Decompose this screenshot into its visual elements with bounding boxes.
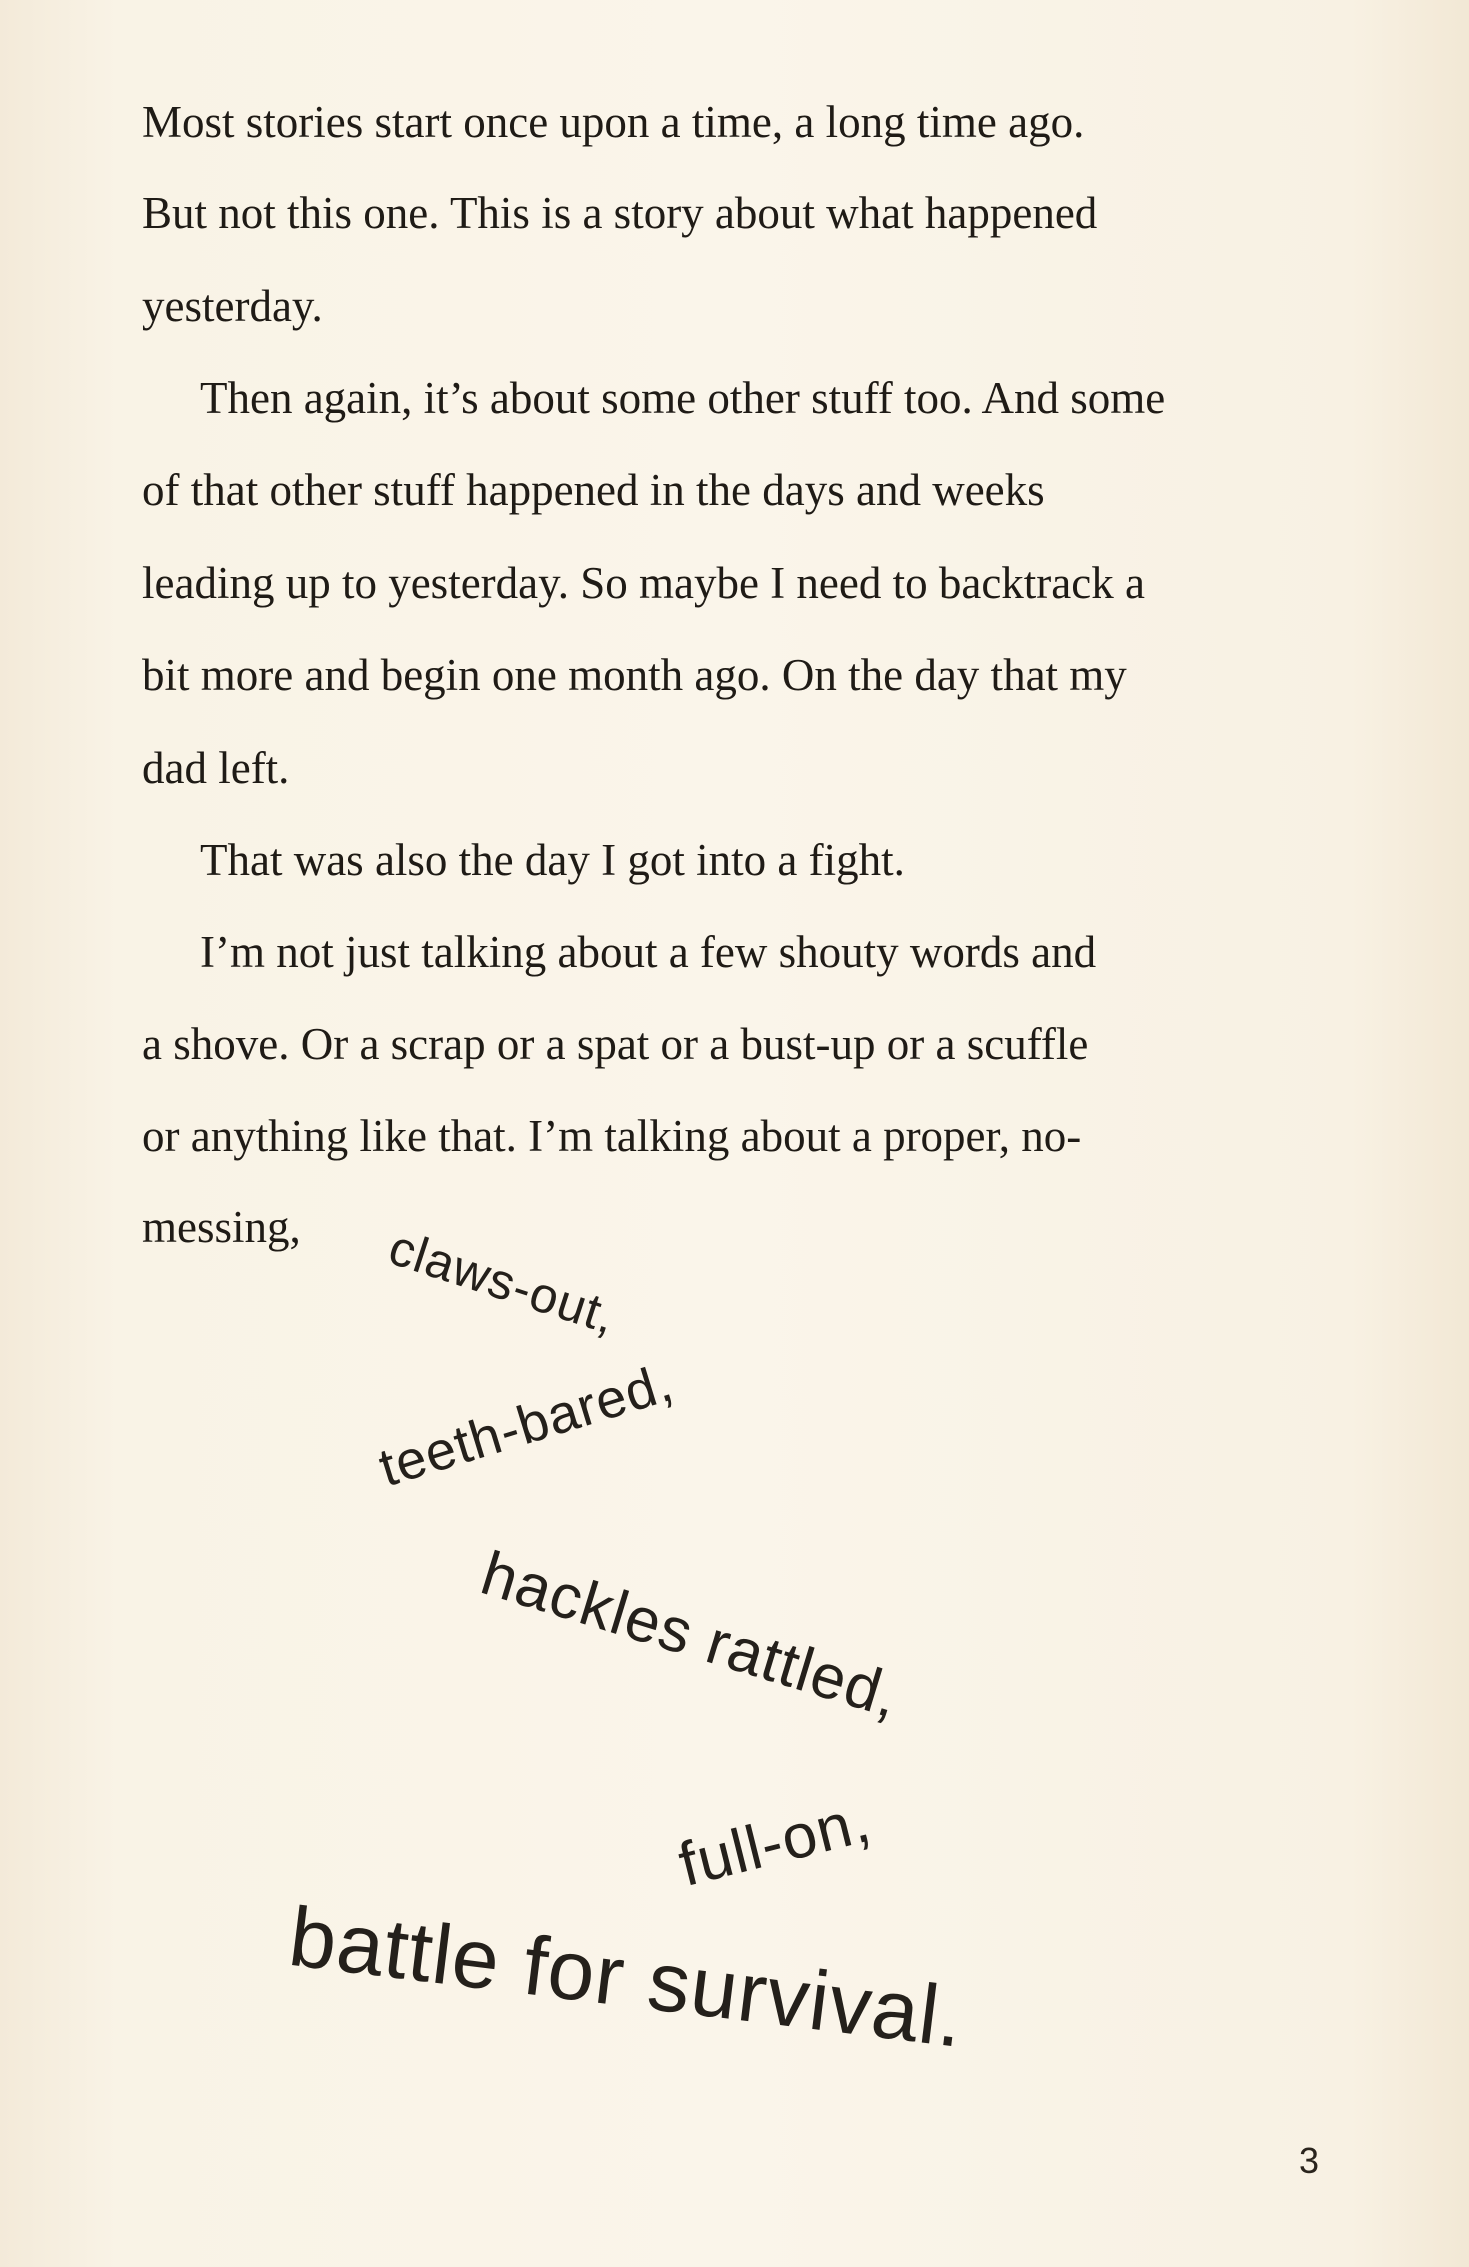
shaped-text-battle-for-survival: battle for survival.: [284, 1888, 970, 2065]
shaped-text-claws-out: claws-out,: [382, 1218, 624, 1345]
page-number: 3: [1299, 2140, 1320, 2181]
text-line: or anything like that. I’m talking about a proper, no-: [142, 1111, 1082, 1161]
text-line: But not this one. This is a story about what happened: [142, 188, 1098, 238]
shaped-text-hackles-rattled: hackles rattled,: [473, 1538, 908, 1732]
text-line: That was also the day I got into a fight.: [200, 835, 905, 885]
text-line: a shove. Or a scrap or a spat or a bust-up or a scuffle: [142, 1019, 1089, 1069]
text-line: messing,: [142, 1202, 301, 1252]
shaped-text-full-on: full-on,: [672, 1786, 878, 1900]
text-line: of that other stuff happened in the days and weeks: [142, 465, 1045, 515]
shaped-text-teeth-bared: teeth-bared,: [372, 1352, 680, 1499]
text-line: Then again, it’s about some other stuff too. And some: [200, 373, 1166, 423]
text-line: leading up to yesterday. So maybe I need to backtrack a: [142, 558, 1145, 608]
text-line: yesterday.: [142, 281, 323, 331]
text-line: Most stories start once upon a time, a long time ago.: [142, 97, 1085, 147]
text-line: I’m not just talking about a few shouty words and: [200, 927, 1097, 977]
text-line: bit more and begin one month ago. On the day that my: [142, 650, 1127, 700]
text-line: dad left.: [142, 743, 290, 793]
